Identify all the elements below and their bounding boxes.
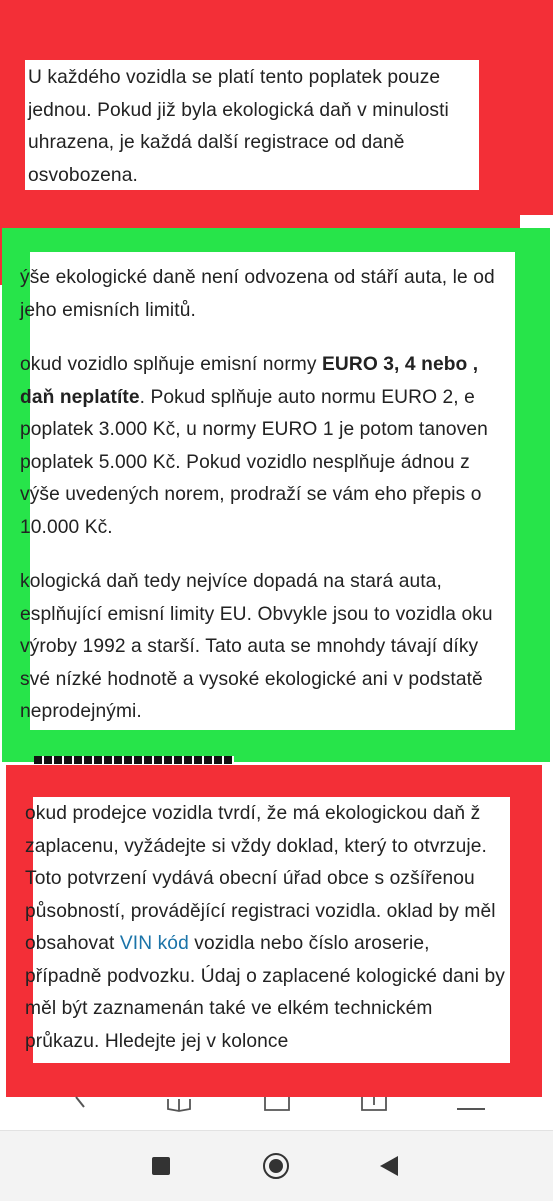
recent-apps-icon[interactable] [152,1157,170,1175]
text-segment: . Pokud splňuje auto normu EURO 2, e poplatek 3.000 Kč, u normy EURO 1 je potom tanoven poplatek 5.000 Kč. Pokud vozidlo nesplňuje ádnou z výše uvedených norem, prodraží se vám eho přepis o 10.000 Kč. [20,386,488,538]
book-icon[interactable] [166,1097,194,1113]
article-text-card [25,60,479,190]
article-paragraph: kologická daň tedy nejvíce dopadá na stará auta, esplňující emisní limity EU. Obvykle jsou to vozidla oku výroby 1992 a starší. Tato auta se mnohdy távají díky své nízké hodnotě a vysoké ekologické ani v podstatě neprodejnými. [20,571,493,722]
text-segment: okud vozidlo splňuje emisní normy [20,354,323,375]
back-icon[interactable] [72,1097,96,1115]
article-paragraph: U každého vozidla se platí tento poplatek pouze jednou. Pokud již byla ekologická daň v minulosti uhrazena, je každá další registrace od daně osvobozena. [28,67,449,186]
article-paragraph [25,798,507,1058]
tabs-icon[interactable] [263,1097,291,1113]
menu-icon[interactable] [456,1097,486,1113]
text-segment: vozidla nebo číslo aroserie, případně podvozku. Údaj o zaplacené kologické dani by měl být zaznamenán také ve elkém technickém průkazu. Hledejte jej v kolonce [25,933,505,1052]
vin-link[interactable]: VIN kód [119,933,189,954]
bold-text-segment: EURO 3, 4 nebo , daň neplatíte [20,354,479,408]
article-paragraph: ýše ekologické daně není odvozena od stáří auta, le od jeho emisních limitů. [20,267,495,321]
article-text-card [25,797,510,1063]
text-segment: okud prodejce vozidla tvrdí, že má ekologickou daň ž zaplacenu, vyžádejte si vždy doklad, který to otvrzuje. Toto potvrzení vydává obecní úřad obce s ozšířenou působností, provádějící registraci vozidla. oklad by měl obsahovat [25,803,496,954]
article-paragraph [20,349,510,544]
back-triangle-icon[interactable] [380,1156,398,1176]
share-icon[interactable] [360,1097,388,1113]
home-icon[interactable] [263,1153,289,1179]
partially-hidden-heading [34,756,234,764]
article-text-card [20,252,515,730]
